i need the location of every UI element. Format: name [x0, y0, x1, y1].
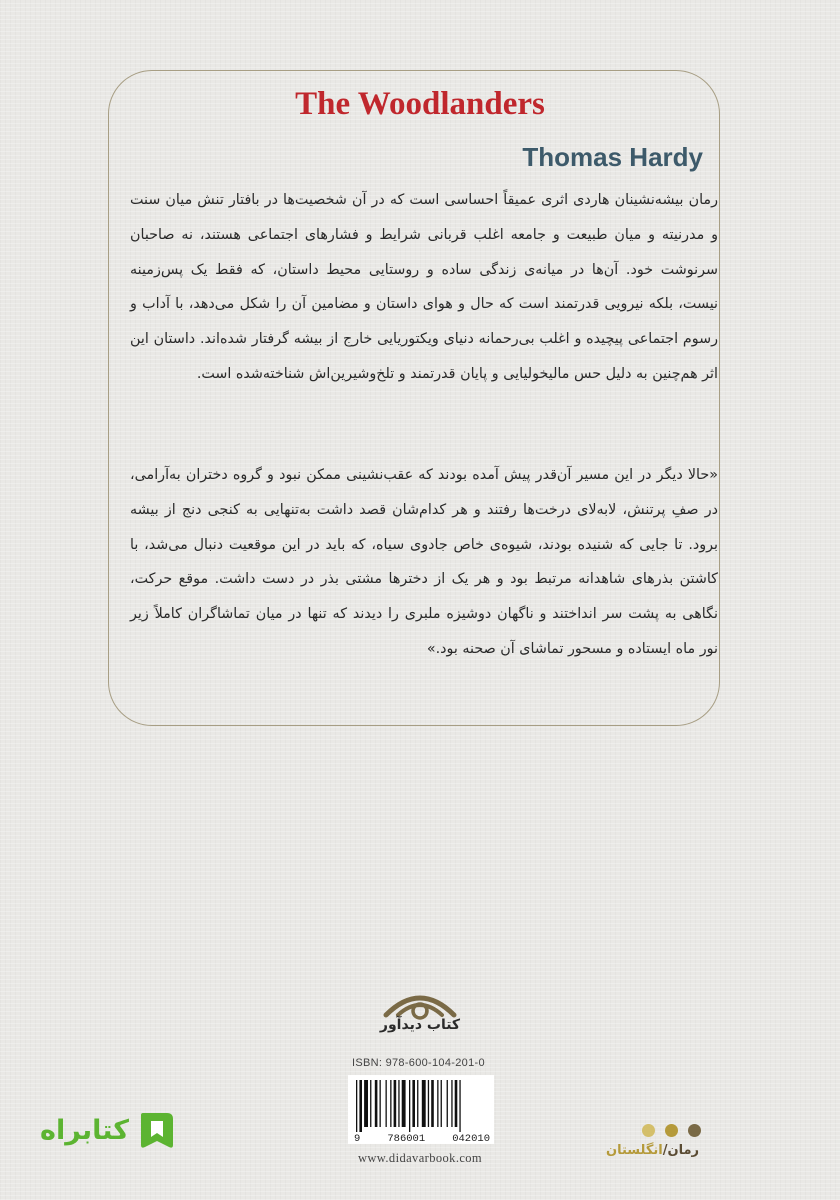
barcode-digits [354, 1133, 490, 1145]
isbn: ISBN: 978-600-104-201-0 [352, 1057, 485, 1069]
genre-dot [665, 1124, 678, 1137]
barcode-digit-prefix: 9 [354, 1133, 361, 1145]
barcode-digit-right: 042010 [452, 1133, 490, 1145]
store-name: کتابراه [40, 1114, 129, 1146]
publisher-logo-icon [378, 985, 462, 1047]
publisher-name: کتاب دیدآور [379, 1017, 461, 1033]
book-author: Thomas Hardy [522, 142, 703, 172]
barcode-digit-left: 786001 [387, 1133, 426, 1145]
publisher-website: www.didavarbook.com [357, 1151, 483, 1165]
genre-dot [642, 1124, 655, 1137]
genre-dots [642, 1124, 701, 1137]
genre-dot [688, 1124, 701, 1137]
book-title: The Woodlanders [295, 86, 545, 122]
genre-label [606, 1143, 699, 1158]
genre-country: انگلستان [606, 1143, 663, 1158]
bookmark-icon [137, 1109, 177, 1151]
store-logo [40, 1108, 177, 1152]
description-paragraph: رمان بیشه‌نشینان هاردی اثری عمیقاً احساسی است که در آن شخصیت‌ها در بافتار تنش میان سنت و مدرنیته و میان طبیعت و جامعه اغلب قربانی شرایط و فشارهای اجتماعی هستند، نه صاحبان سرنوشت خود. آن‌ها در میانه‌ی زندگی ساده و روستایی محیط داستان، که فقط یک پس‌زمینه نیست، بلکه نیرویی قدرتمند است که حال و هوای داستان و مضامین آن را شکل می‌دهد، با آداب و رسوم اجتماعی پیچیده و اغلب بی‌رحمانه دنیای ویکتوریایی خارج از بیشه گرفتار شده‌اند. داستان این اثر هم‌چنین به دلیل حس مالیخولیایی و پایان قدرتمند و تلخ‌وشیرین‌اش شناخته‌شده است. [130, 192, 718, 382]
excerpt-paragraph: «حالا دیگر در این مسیر آن‌قدر پیش آمده بودند که عقب‌نشینی ممکن نبود و گروه دختران به‌آرامی، در صفِ پرتنش، لابه‌لای درخت‌ها رفتند و هر کدام‌شان قصد داشت به‌تنهایی به کنجی دنج از بیشه برود. تا جایی که شنیده بودند، شیوه‌ی خاص جادوی سیاه، که باید در این موقعیت دنبال می‌شد، با کاشتن بذرهای شاهدانه مرتبط بود و هر یک از دخترها مشتی بذر در دست داشت. موقع حرکت، نگاهی به پشت سر انداختند و ناگهان دوشیزه ملبری را دیدند که تنها در میان تماشاگران کاملاً زیر نور ماه ایستاده و مسحور تماشای آن صحنه بود.» [130, 467, 718, 657]
genre-separator: / [662, 1143, 668, 1158]
genre-type: رمان [667, 1143, 699, 1158]
